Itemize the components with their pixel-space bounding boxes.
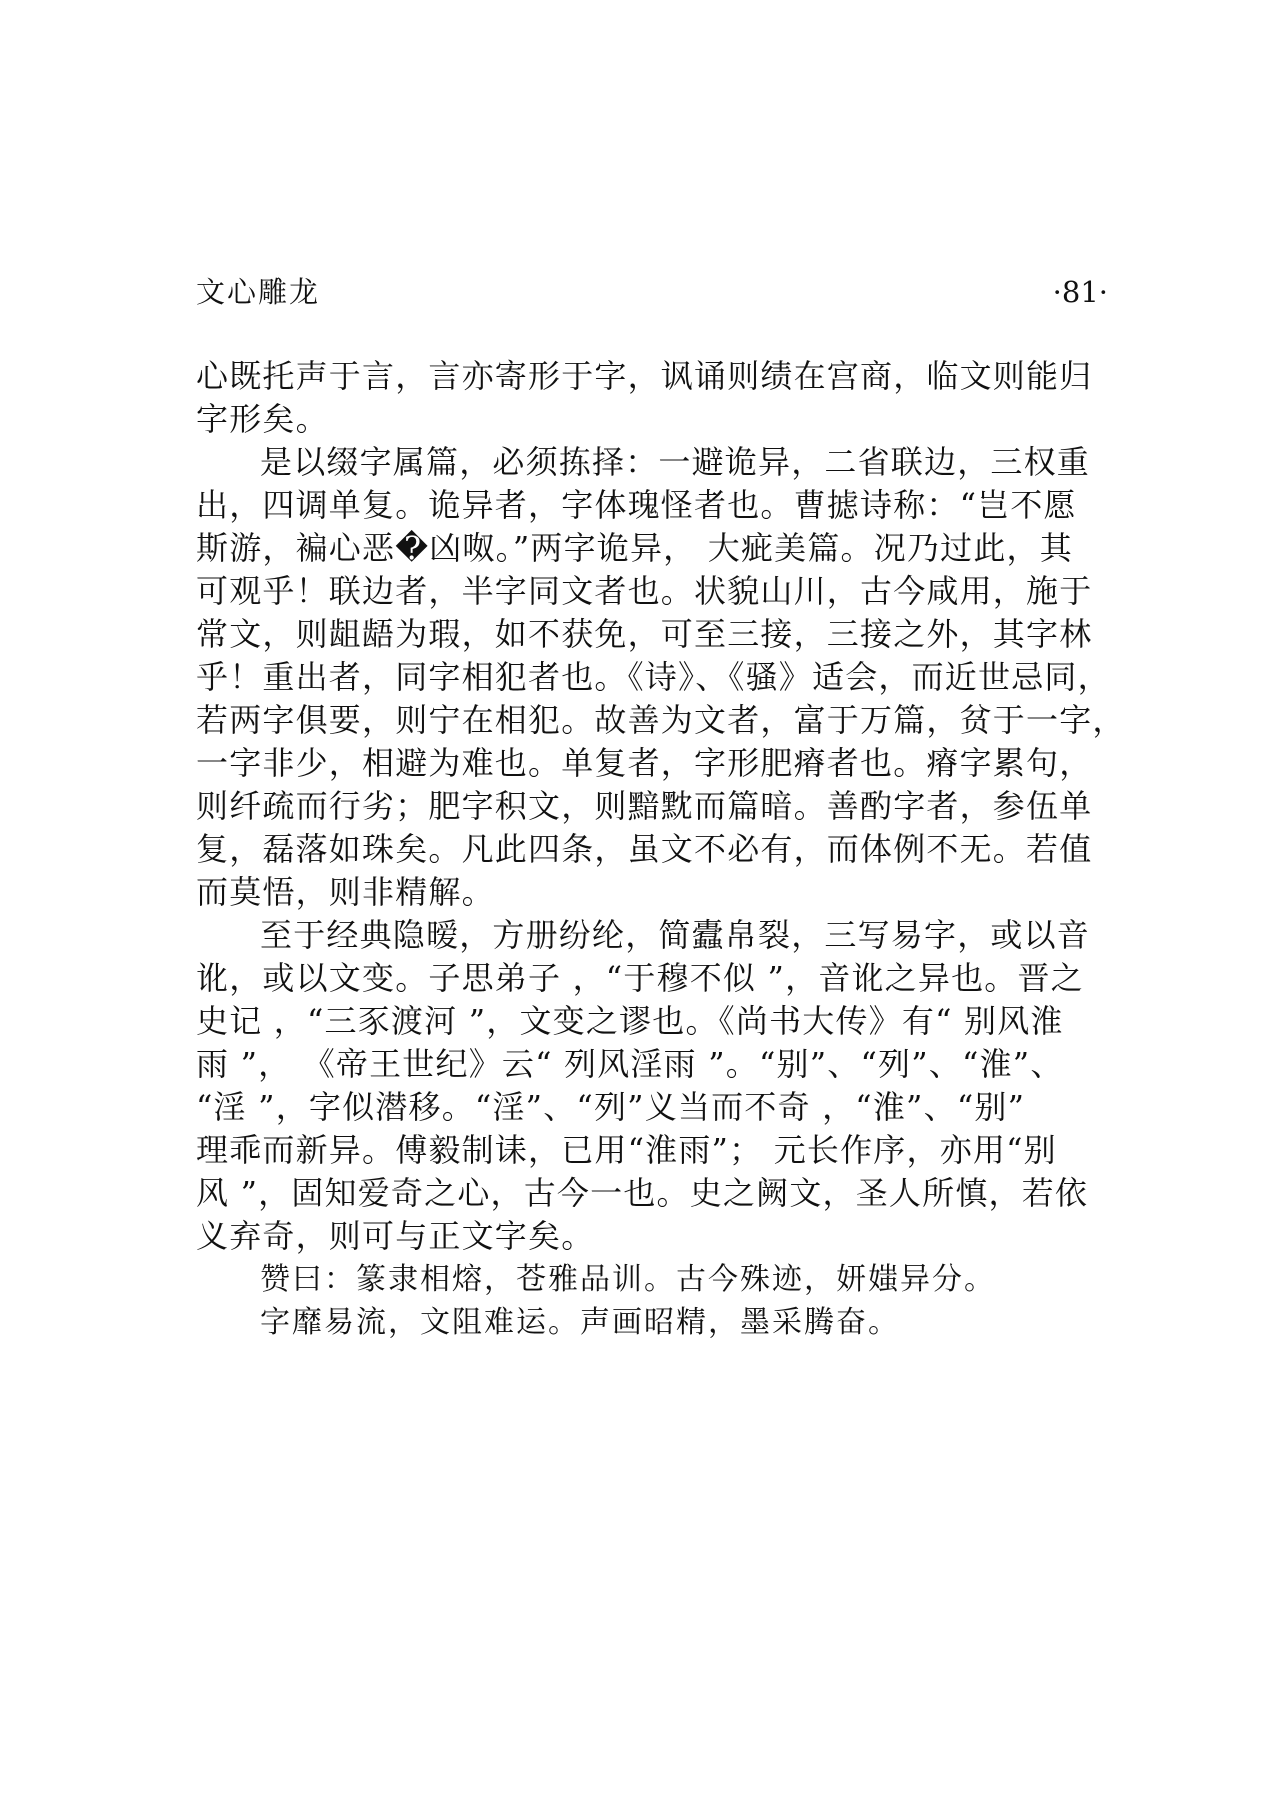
text-line: 风 ”，固知爱奇之心，古今一也。史之阙文，圣人所慎，若依 (196, 1174, 1089, 1212)
text-line: 而莫悟，则非精解。 (196, 873, 495, 911)
text-line: 则纤疏而行劣；肥字积文，则黯黕而篇暗。善酌字者，参伍单 (196, 787, 1093, 825)
text-line: 理乖而新异。傅毅制诔，已用“淮雨”； 元长作序，亦用“别 (196, 1131, 1057, 1169)
book-title: 文心雕龙 (196, 275, 321, 309)
verse-line: 字靡易流，文阻难运。声画昭精，墨采腾奋。 (260, 1305, 900, 1340)
text-line: 义弃奇，则可与正文字矣。 (196, 1217, 595, 1255)
text-line: 斯游，褊心恶�凶呶。”两字诡异， 大疵美篇。况乃过此，其 (196, 529, 1073, 567)
text-line: 雨 ”， 《帝王世纪》云“ 列风淫雨 ”。“别”、“列”、“淮”、 (196, 1045, 1064, 1083)
text-line: 常文，则龃龉为瑕，如不获免，可至三接，三接之外，其字林 (196, 615, 1093, 653)
verse-line: 赞曰：篆隶相熔，苍雅品训。古今殊迹，妍媸异分。 (260, 1262, 996, 1297)
text-line: 心既托声于言，言亦寄形于字，讽诵则绩在宫商，临文则能归 (196, 357, 1093, 395)
text-line: 若两字俱要，则宁在相犯。故善为文者，富于万篇，贫于一字， (196, 701, 1126, 739)
text-line: 乎！重出者，同字相犯者也。《诗》、《骚》适会，而近世忌同， (196, 658, 1111, 696)
running-header (196, 270, 1108, 318)
text-line: “淫 ”，字似潜移。“淫”、“列”义当而不奇 ，“淮”、“别” (196, 1088, 1026, 1126)
text-line: 可观乎！联边者，半字同文者也。状貌山川，古今咸用，施于 (196, 572, 1093, 610)
text-line: 字形矣。 (196, 400, 329, 438)
text-line: 史记 ，“三豕渡河 ”，文变之谬也。《尚书大传》有“ 别风淮 (196, 1002, 1064, 1040)
paragraph-first-line: 至于经典隐暧，方册纷纶，简蠹帛裂，三写易字，或以音 (260, 916, 1091, 954)
text-line: 出，四调单复。诡异者，字体瑰怪者也。曹摅诗称：“岂不愿 (196, 486, 1077, 524)
page-number: ·81· (1052, 275, 1108, 309)
text-line: 复，磊落如珠矣。凡此四条，虽文不必有，而体例不无。若值 (196, 830, 1093, 868)
text-line: 讹，或以文变。子思弟子 ，“于穆不似 ”，音讹之异也。晋之 (196, 959, 1084, 997)
text-line: 一字非少，相避为难也。单复者，字形肥瘠者也。瘠字累句， (196, 744, 1093, 782)
main-text (196, 355, 1126, 1344)
paragraph-first-line: 是以缀字属篇，必须拣择：一避诡异，二省联边，三权重 (260, 443, 1091, 481)
